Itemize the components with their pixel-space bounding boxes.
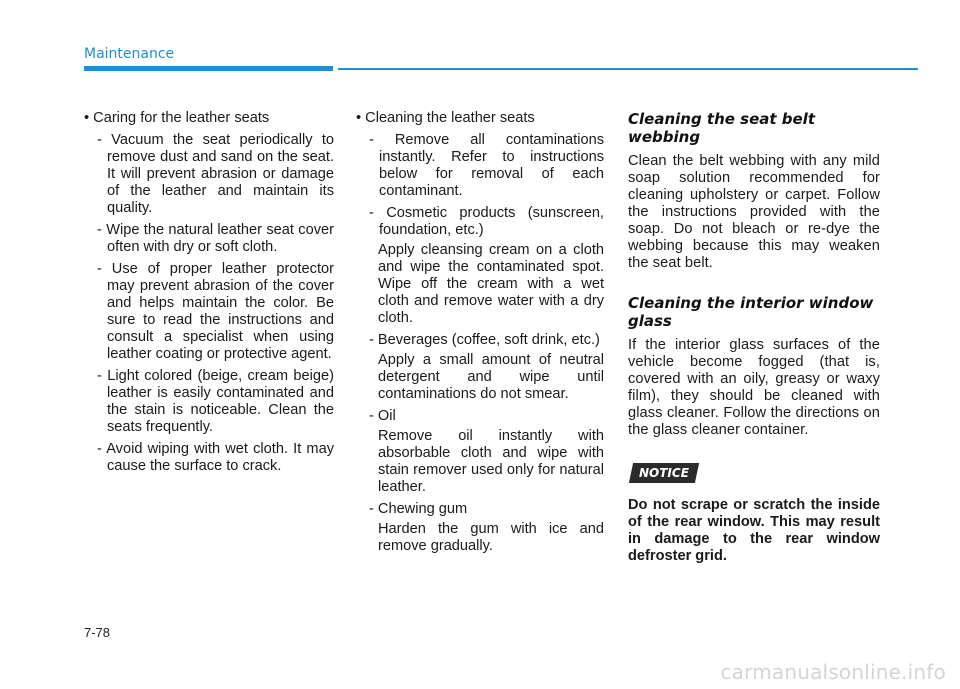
bullet-caring-leather: • Caring for the leather seats	[84, 110, 270, 126]
list-item: - Cosmetic products (sunscreen, foundation, etc.)	[369, 205, 604, 238]
heading-interior-window-glass: Cleaning the interior window glass	[628, 294, 874, 330]
list-item: - Wipe the natural leather seat cover often with dry or soft cloth.	[97, 222, 334, 255]
page-number: 7-78	[84, 625, 111, 640]
list-item: - Beverages (coffee, soft drink, etc.)	[369, 332, 600, 348]
list-item: - Chewing gum	[369, 501, 468, 517]
header-rule-thin	[338, 68, 918, 70]
list-item: - Vacuum the seat periodically to remove dust and sand on the seat. It will prevent abrasion or damage of the leather and maintain its quality.	[97, 132, 334, 216]
list-item-detail: Harden the gum with ice and remove gradually.	[378, 521, 604, 554]
section-title: Maintenance	[84, 46, 175, 62]
list-item-detail: Apply a small amount of neutral detergent and wipe until contaminations do not smear.	[378, 352, 604, 402]
list-item: - Use of proper leather protector may prevent abrasion of the cover and helps maintain the color. Be sure to read the instructions and consult a specialist when using leather coating or protective agent.	[97, 261, 334, 362]
list-item: - Avoid wiping with wet cloth. It may cause the surface to crack.	[97, 441, 334, 474]
list-item: - Oil	[369, 408, 396, 424]
list-item-detail: Apply cleansing cream on a cloth and wipe the contaminated spot. Wipe off the cream with a wet cloth and remove water with a dry cloth.	[378, 242, 604, 326]
column-belt-and-glass	[628, 110, 880, 565]
header-rule-thick	[84, 66, 333, 71]
list-item: - Light colored (beige, cream beige) leather is easily contaminated and the stain is noticeable. Clean the seats frequently.	[97, 368, 334, 435]
text-interior-window-glass: If the interior glass surfaces of the vehicle become fogged (that is, covered with an oily, greasy or waxy film), they should be cleaned with glass cleaner. Follow the directions on the glass cleaner container.	[628, 337, 880, 438]
watermark: carmanualsonline.info	[720, 660, 946, 684]
notice-text: Do not scrape or scratch the inside of the rear window. This may result in damage to the rear window defroster grid.	[628, 497, 880, 564]
column-leather-cleaning	[356, 110, 604, 560]
notice-badge	[629, 463, 699, 483]
heading-seat-belt-webbing: Cleaning the seat belt webbing	[628, 110, 815, 146]
bullet-cleaning-leather: • Cleaning the leather seats	[356, 110, 535, 126]
text-seat-belt-webbing: Clean the belt webbing with any mild soap solution recommended for cleaning upholstery or carpet. Follow the instructions provided with the soap. Do not bleach or re-dye the webbing because this may weaken the seat belt.	[628, 153, 880, 271]
column-leather-care	[84, 110, 334, 480]
list-item-detail: Remove oil instantly with absorbable cloth and wipe with stain remover used only for natural leather.	[378, 428, 604, 495]
list-item: - Remove all contaminations instantly. Refer to instructions below for removal of each contaminant.	[369, 132, 604, 199]
notice-label: NOTICE	[639, 466, 689, 480]
